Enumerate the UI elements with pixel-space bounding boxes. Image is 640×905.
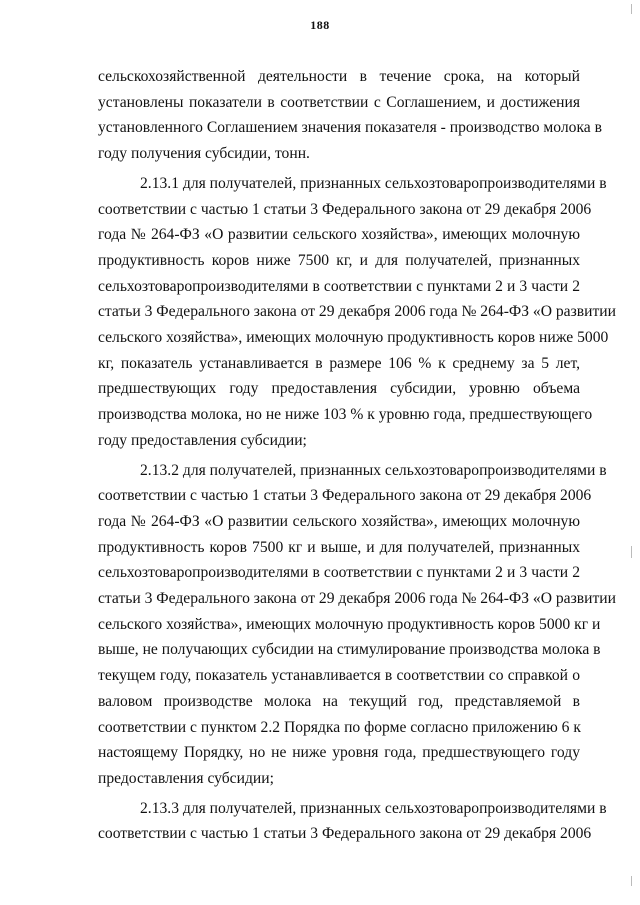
- document-body: [98, 64, 616, 847]
- text-line: 2.13.1 для получателей, признанных сельхозтоваропроизводителями в: [140, 174, 607, 192]
- text-line: выше, не получающих субсидии на стимулирование производства молока в: [98, 641, 601, 659]
- text-line: сельскохозяйственной деятельности в течение срока, на который: [98, 68, 580, 85]
- text-line: соответствии с частью 1 статьи 3 Федерального закона от 29 декабря 2006: [98, 487, 592, 505]
- text-line: предоставления субсидии;: [98, 769, 274, 787]
- text-line: соответствии с частью 1 статьи 3 Федерального закона от 29 декабря 2006: [98, 200, 592, 218]
- text-line: сельского хозяйства», имеющих молочную продуктивность коров 5000 кг и: [98, 615, 601, 633]
- paragraph-continuation: [98, 64, 602, 167]
- text-line: года № 264-ФЗ «О развитии сельского хозяйства», имеющих молочную: [98, 512, 580, 530]
- text-line: сельхозтоваропроизводителями в соответствии с пунктами 2 и 3 части 2: [98, 277, 580, 295]
- text-line: статьи 3 Федерального закона от 29 декабря 2006 года № 264-ФЗ «О развитии: [98, 590, 616, 608]
- text-line: соответствии с частью 1 статьи 3 Федерального закона от 29 декабря 2006: [98, 825, 592, 843]
- scan-edge-mark-middle: [631, 546, 632, 558]
- text-line: текущем году, показатель устанавливается в соответствии со справкой о: [98, 667, 580, 685]
- text-line: году предоставления субсидии;: [98, 431, 307, 449]
- text-line: установленного Соглашением значения показателя - производство молока в: [98, 119, 602, 137]
- text-line: 2.13.3 для получателей, признанных сельхозтоваропроизводителями в: [140, 799, 607, 817]
- text-line: статьи 3 Федерального закона от 29 декабря 2006 года № 264-ФЗ «О развитии: [98, 303, 616, 321]
- text-line: настоящему Порядку, но не ниже уровня года, предшествующего году: [98, 744, 580, 762]
- text-line: 2.13.2 для получателей, признанных сельхозтоваропроизводителями в: [140, 461, 607, 479]
- page-number: 188: [310, 18, 330, 32]
- text-line: валовом производстве молока на текущий год, представляемой в: [98, 692, 580, 710]
- text-line: соответствии с пунктом 2.2 Порядка по форме согласно приложению 6 к: [98, 718, 581, 736]
- text-line: продуктивность коров 7500 кг и выше, и для получателей, признанных: [98, 538, 580, 556]
- text-line: года № 264-ФЗ «О развитии сельского хозяйства», имеющих молочную: [98, 226, 580, 244]
- text-line: предшествующих году предоставления субсидии, уровню объема: [98, 380, 580, 398]
- text-line: установлены показатели в соответствии с Соглашением, и достижения: [98, 93, 580, 111]
- text-line: производства молока, но не ниже 103 % к уровню года, предшествующего: [98, 406, 593, 424]
- paragraph-2-13-1: [98, 171, 616, 454]
- text-line: кг, показатель устанавливается в размере 106 % к среднему за 5 лет,: [98, 354, 580, 372]
- paragraph-2-13-2: [98, 458, 616, 792]
- text-line: году получения субсидии, тонн.: [98, 145, 310, 163]
- paragraph-2-13-3: [98, 796, 607, 847]
- text-line: продуктивность коров ниже 7500 кг, и для получателей, признанных: [98, 251, 580, 269]
- scan-edge-mark-top: [631, 4, 632, 14]
- text-line: сельхозтоваропроизводителями в соответствии с пунктами 2 и 3 части 2: [98, 564, 580, 582]
- scan-edge-mark-bottom: [631, 876, 632, 886]
- text-line: сельского хозяйства», имеющих молочную продуктивность коров ниже 5000: [98, 329, 609, 347]
